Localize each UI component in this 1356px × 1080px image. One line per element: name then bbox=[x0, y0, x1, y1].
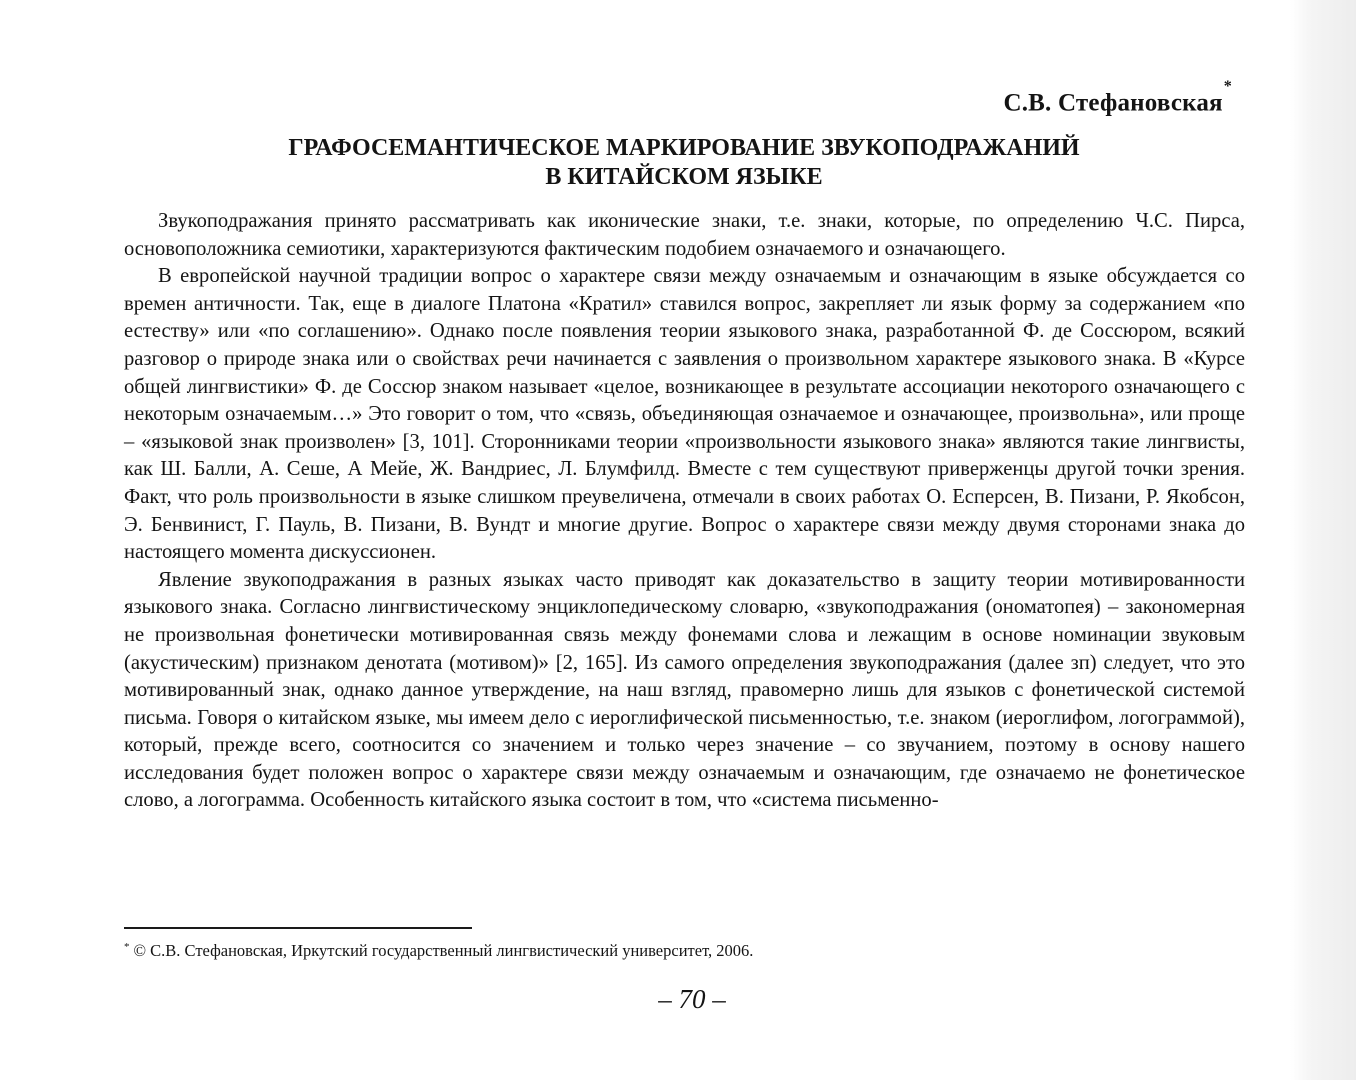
footnote-text: © С.В. Стефановская, Иркутский государственный лингвистический университет, 2006. bbox=[133, 941, 754, 960]
author-name-text: С.В. Стефановская bbox=[1003, 89, 1223, 117]
page-number: – 70 – bbox=[658, 984, 726, 1014]
article-title-line-1: ГРАФОСЕМАНТИЧЕСКОЕ МАРКИРОВАНИЕ ЗВУКОПОДРАЖАНИЙ bbox=[288, 135, 1080, 161]
author-name bbox=[1003, 78, 1232, 117]
page-edge-shadow bbox=[1290, 0, 1356, 1080]
article-title bbox=[124, 134, 1244, 192]
footnote-divider bbox=[124, 927, 472, 929]
paragraph-3: Явление звукоподражания в разных языках часто приводят как доказательство в защиту теории мотивированности языкового знака. Согласно лингвистическому энциклопедическому словарю, «звукоподражания (ономатопея) – закономерная не произвольная фонетически мотивированная связь между фонемами слова и лежащим в основе номинации звуковым (акустическим) признаком денотата (мотивом)» [2, 165]. Из самого определения звукоподражания (далее зп) следует, что это мотивированный знак, однако данное утверждение, на наш взгляд, правомерно лишь для языков с фонетической системой письма. Говоря о китайском языке, мы имеем дело с иероглифической письменностью, т.е. знаком (иероглифом, логограммой), который, прежде всего, соотносится со значением и только через значение – со звучанием, поэтому в основу нашего исследования будет положен вопрос о характере связи между означаемым и означающим, где означаемо не фонетическое слово, а логограмма. Особенность китайского языка состоит в том, что «система письменно- bbox=[124, 568, 1245, 812]
article-body bbox=[124, 208, 1245, 815]
footnote bbox=[124, 940, 753, 964]
paragraph-1: Звукоподражания принято рассматривать как иконические знаки, т.е. знаки, которые, по определению Ч.С. Пирса, основоположника семиотики, характеризуются фактическим подобием означаемого и означающего. bbox=[124, 210, 1245, 260]
article-title-line-2: В КИТАЙСКОМ ЯЗЫКЕ bbox=[545, 164, 823, 190]
author-footnote-mark: * bbox=[1223, 78, 1232, 95]
footnote-mark: * bbox=[124, 941, 130, 953]
paragraph-2: В европейской научной традиции вопрос о характере связи между означаемым и означающим в языке обсуждается со времен античности. Так, еще в диалоге Платона «Кратил» ставился вопрос, закрепляет ли язык форму за содержанием «по естеству» или «по соглашению». Однако после появления теории языкового знака, разработанной Ф. де Соссюром, всякий разговор о природе знака или о свойствах речи начинается с заявления о произвольном характере языкового знака. В «Курсе общей лингвистики» Ф. де Соссюр знаком называет «целое, возникающее в результате ассоциации некоторого означающего с некоторым означаемым…» Это говорит о том, что «связь, объединяющая означаемое и означающее, произвольна», или проще – «языковой знак произволен» [3, 101]. Сторонниками теории «произвольности языкового знака» являются такие лингвисты, как Ш. Балли, А. Сеше, А Мейе, Ж. Вандриес, Л. Блумфилд. Вместе с тем существуют приверженцы другой точки зрения. Факт, что роль произвольности в языке слишком преувеличена, отмечали в своих работах О. Есперсен, В. Пизани, Р. Якобсон, Э. Бенвинист, Г. Пауль, В. Пизани, В. Вундт и многие другие. Вопрос о характере связи между двумя сторонами знака до настоящего момента дискуссионен. bbox=[124, 265, 1245, 564]
